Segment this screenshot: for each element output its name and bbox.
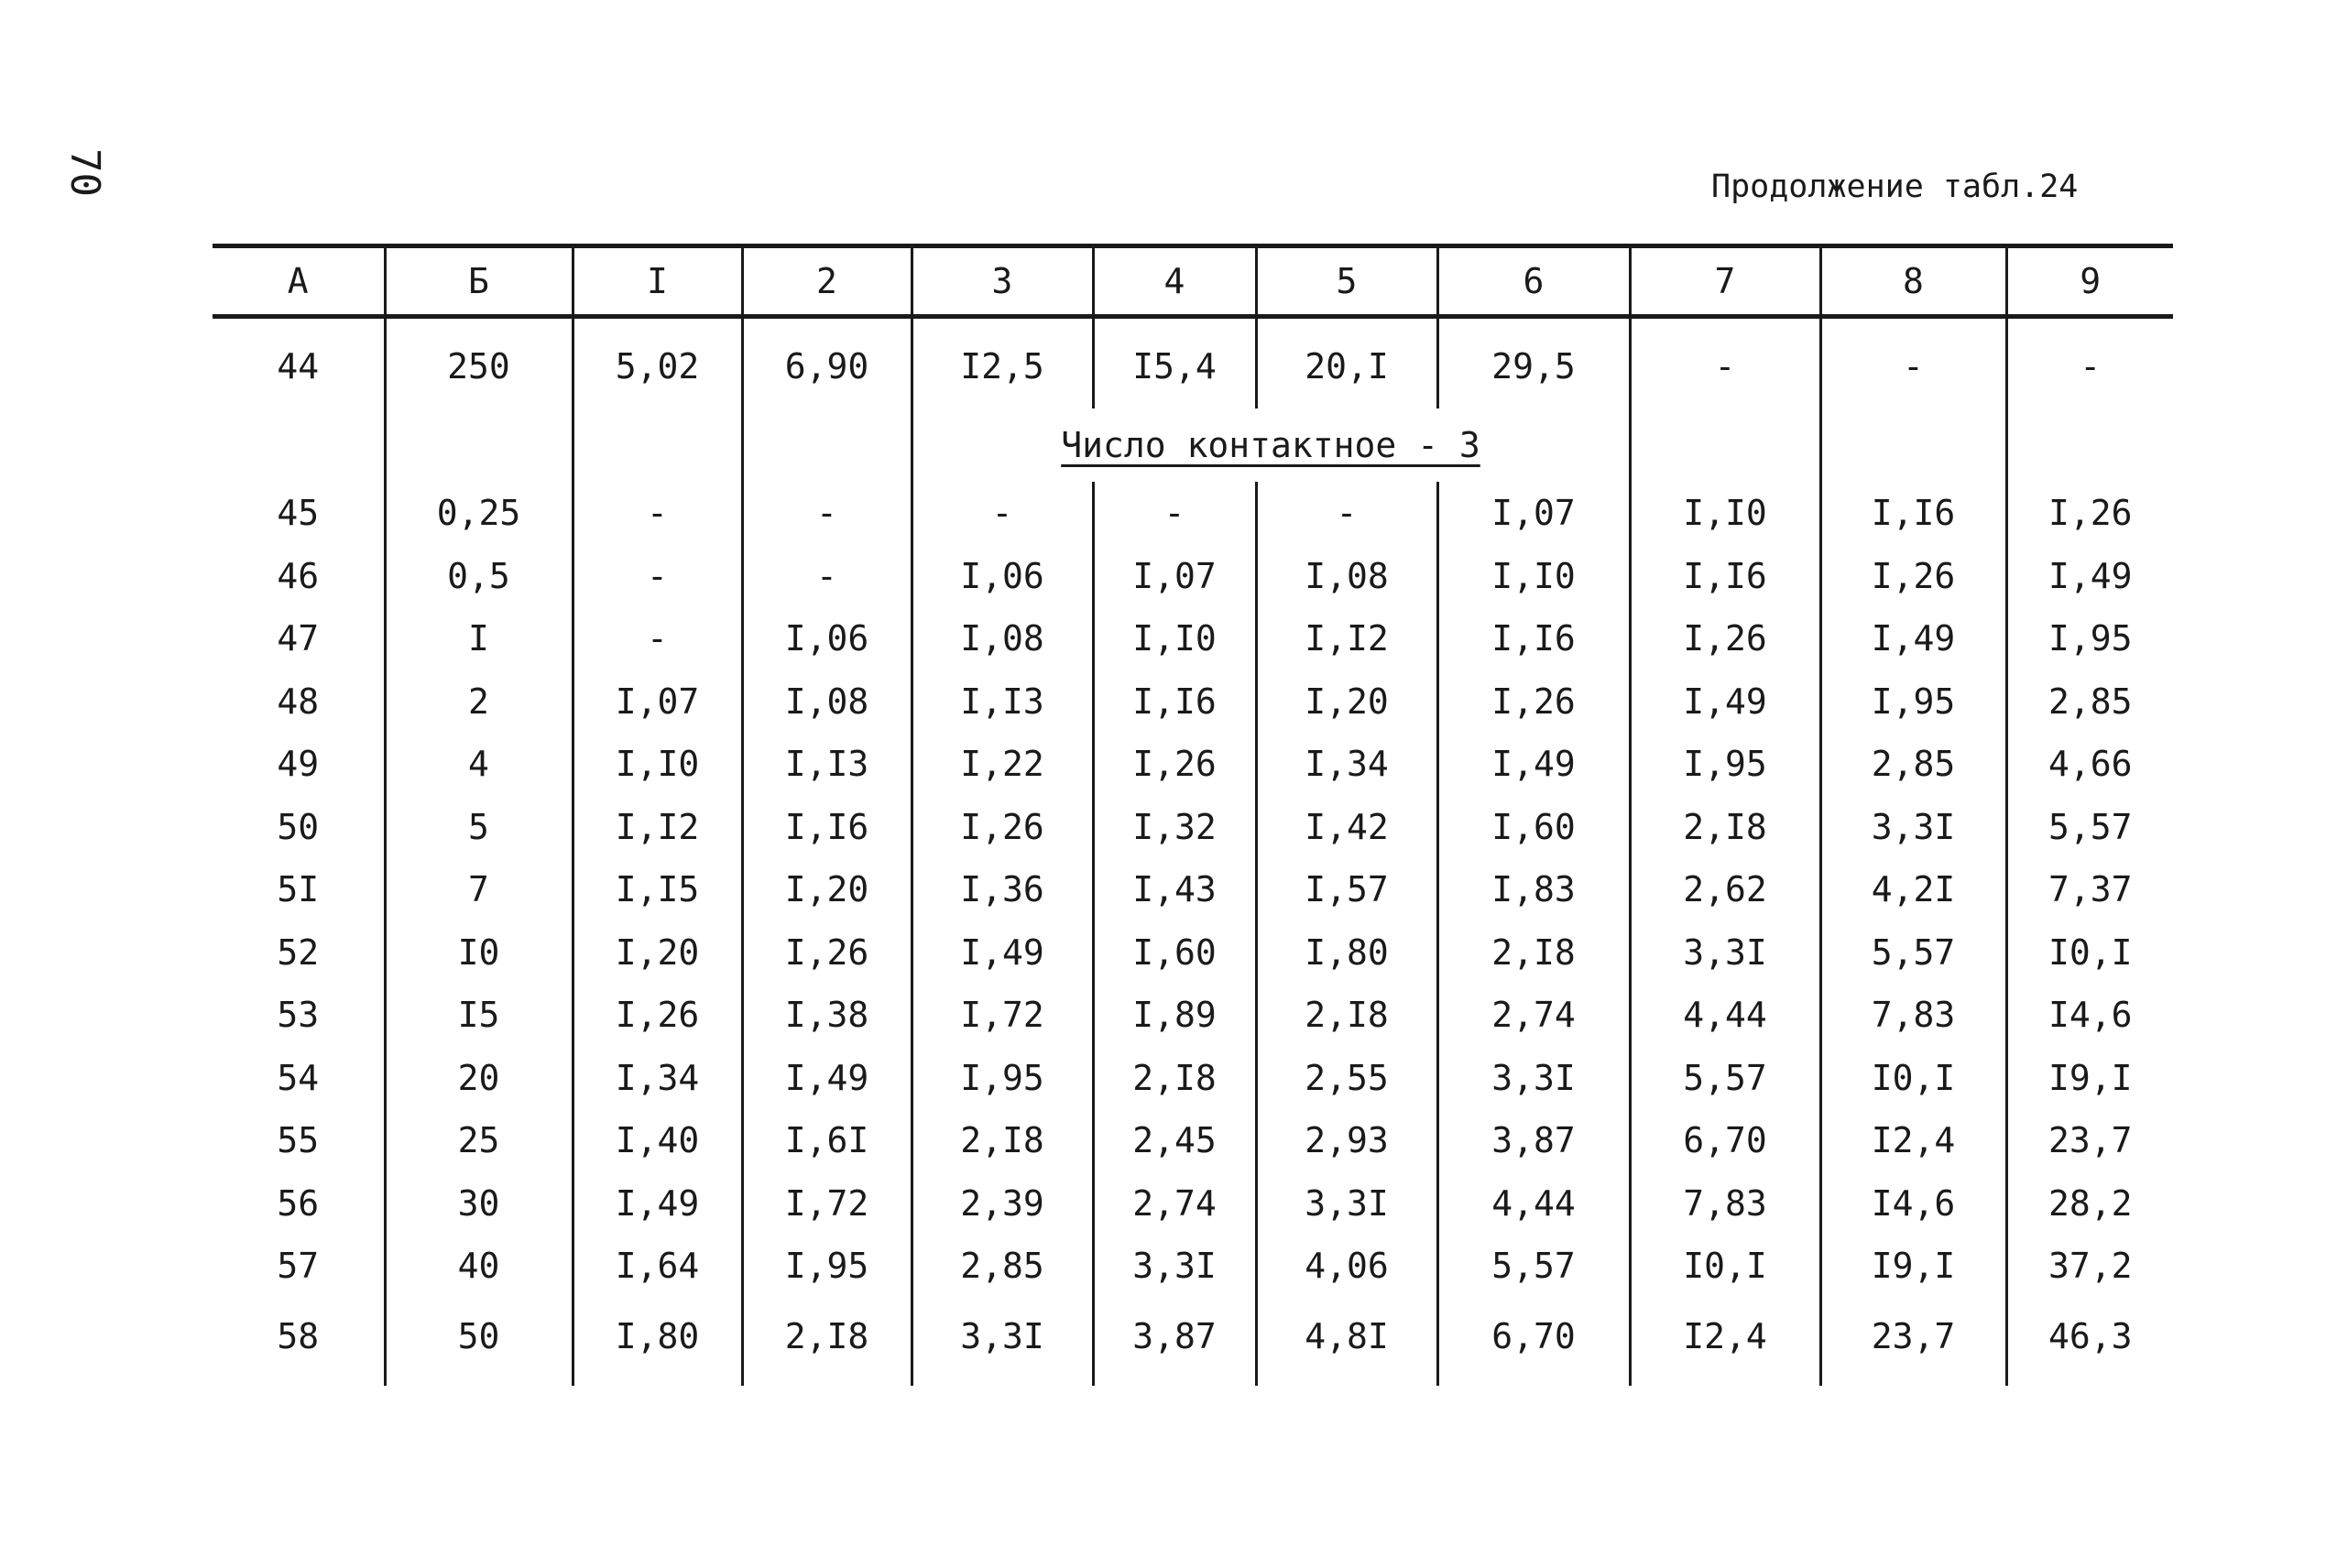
table-cell: I,26 [2006, 482, 2173, 545]
table-cell: 3,3I [1820, 796, 2006, 859]
table-cell: - [573, 482, 742, 545]
table-cell: 2,55 [1256, 1047, 1437, 1110]
table-cell [385, 408, 573, 482]
table-cell [742, 408, 912, 482]
table-cell: 2,74 [1093, 1172, 1256, 1236]
table-cell: I,72 [912, 984, 1093, 1047]
header-cell: 5 [1256, 246, 1437, 317]
table-cell: I,36 [912, 858, 1093, 921]
table-cell: 20 [385, 1047, 573, 1110]
table-cell: I,I2 [1256, 607, 1437, 670]
table-cell: I,I3 [912, 670, 1093, 734]
table-cell: I,38 [742, 984, 912, 1047]
header-cell: 9 [2006, 246, 2173, 317]
table-cell: 49 [277, 744, 320, 785]
table-cell: I,I6 [742, 796, 912, 859]
table-cell: 3,3I [912, 1298, 1093, 1386]
table-cell: - [1820, 317, 2006, 409]
table-cell: I,60 [1093, 921, 1256, 985]
header-cell: 4 [1093, 246, 1256, 317]
table-cell: I,49 [1820, 607, 2006, 670]
table-cell: - [1093, 482, 1256, 545]
table-cell: 4,8I [1256, 1298, 1437, 1386]
table-cell: I,32 [1093, 796, 1256, 859]
table-row [213, 482, 2173, 545]
table-cell: 45 [277, 493, 320, 534]
table-cell: 2,74 [1437, 984, 1630, 1047]
table-cell: - [1256, 482, 1437, 545]
table-cell: I,I5 [573, 858, 742, 921]
table-cell: 0,25 [385, 482, 573, 545]
table-cell [1820, 408, 2006, 482]
table-cell [2006, 408, 2173, 482]
table-cell: 54 [277, 1057, 320, 1098]
table-cell: I,49 [1630, 670, 1820, 734]
table-cell: I,26 [1437, 670, 1630, 734]
table-row [213, 733, 2173, 796]
subheading-row [213, 408, 2173, 482]
table-cell: I,26 [1093, 733, 1256, 796]
table-cell: - [912, 482, 1093, 545]
table-cell: 250 [385, 317, 573, 409]
table-cell: I4,6 [2006, 984, 2173, 1047]
table-cell: 46 [277, 555, 320, 596]
table-cell: I,89 [1093, 984, 1256, 1047]
table-cell: I0,I [1820, 1047, 2006, 1110]
table-cell: I,43 [1093, 858, 1256, 921]
table-cell: - [2006, 317, 2173, 409]
table-cell: I,I0 [1437, 545, 1630, 608]
table-cell: 40 [385, 1235, 573, 1298]
table-cell: 6,70 [1630, 1109, 1820, 1172]
table-cell: I,26 [573, 984, 742, 1047]
table-cell: I,95 [742, 1235, 912, 1298]
table-cell: I,95 [1630, 733, 1820, 796]
table-cell: 6,90 [742, 317, 912, 409]
table-cell: I,07 [573, 670, 742, 734]
table-cell [213, 408, 385, 482]
table-cell: 7 [385, 858, 573, 921]
table-header [213, 246, 2173, 317]
table-cell: 53 [277, 995, 320, 1036]
subheading-cell [912, 408, 1630, 482]
table-cell: 3,87 [1437, 1109, 1630, 1172]
table-cell: I,80 [573, 1298, 742, 1386]
table-cell: I,22 [912, 733, 1093, 796]
table-cell: I0 [385, 921, 573, 985]
table-cell: 30 [385, 1172, 573, 1236]
table-cell: I,95 [1820, 670, 2006, 734]
table-cell: I,20 [742, 858, 912, 921]
table-row [213, 1298, 2173, 1386]
table-cell: I,80 [1256, 921, 1437, 985]
table-cell: 4 [385, 733, 573, 796]
header-cell: I [573, 246, 742, 317]
table-cell: 46,3 [2006, 1298, 2173, 1386]
table-cell: 20,I [1256, 317, 1437, 409]
table-row [213, 1235, 2173, 1298]
table-cell: I,6I [742, 1109, 912, 1172]
table-cell: 48 [277, 681, 320, 722]
table-cell: 2,85 [1820, 733, 2006, 796]
table-cell: - [573, 545, 742, 608]
table-cell: I,I0 [573, 733, 742, 796]
table-cell: I,49 [912, 921, 1093, 985]
table-cell: I9,I [1820, 1235, 2006, 1298]
table-cell: 29,5 [1437, 317, 1630, 409]
table-cell: I,83 [1437, 858, 1630, 921]
table-cell: I2,4 [1820, 1109, 2006, 1172]
table-cell: 2 [385, 670, 573, 734]
header-cell: 7 [1630, 246, 1820, 317]
table-cell: I,I0 [1093, 607, 1256, 670]
table-cell: 3,3I [1437, 1047, 1630, 1110]
table-row [213, 858, 2173, 921]
table-cell: I,57 [1256, 858, 1437, 921]
table-cell: I,40 [573, 1109, 742, 1172]
table-cell: I,95 [912, 1047, 1093, 1110]
table-row [213, 317, 2173, 409]
table-cell: I,26 [1630, 607, 1820, 670]
table-cell: 4,66 [2006, 733, 2173, 796]
table-row [213, 670, 2173, 734]
table-row [213, 796, 2173, 859]
table-row [213, 1047, 2173, 1110]
data-table [213, 244, 2173, 1386]
table-cell: 5 [385, 796, 573, 859]
header-cell: 6 [1437, 246, 1630, 317]
table-cell: I,26 [912, 796, 1093, 859]
table-cell: I,08 [912, 607, 1093, 670]
table-cell: I5,4 [1093, 317, 1256, 409]
header-cell: 3 [912, 246, 1093, 317]
table-cell: 2,62 [1630, 858, 1820, 921]
table-cell: I,06 [912, 545, 1093, 608]
table-cell: 3,3I [1093, 1235, 1256, 1298]
table-cell: I4,6 [1820, 1172, 2006, 1236]
table-cell: I2,4 [1630, 1298, 1820, 1386]
table-cell: 2,39 [912, 1172, 1093, 1236]
table-cell: 7,83 [1820, 984, 2006, 1047]
table-cell: 5,57 [1437, 1235, 1630, 1298]
table-cell: I,34 [1256, 733, 1437, 796]
table-cell: I,08 [742, 670, 912, 734]
table-cell: 5,57 [1820, 921, 2006, 985]
table-row [213, 607, 2173, 670]
table-cell: 2,45 [1093, 1109, 1256, 1172]
table-cell: I,72 [742, 1172, 912, 1236]
table-cell: 0,5 [385, 545, 573, 608]
table-cell: I9,I [2006, 1047, 2173, 1110]
table-cell: I,49 [2006, 545, 2173, 608]
table-cell: 5,02 [573, 317, 742, 409]
table-cell: I,I6 [1437, 607, 1630, 670]
table-cell: I,07 [1093, 545, 1256, 608]
table-cell: I,49 [742, 1047, 912, 1110]
table-cell: I,20 [1256, 670, 1437, 734]
table-cell: I,60 [1437, 796, 1630, 859]
table-caption: Продолжение табл.24 [1711, 169, 2079, 205]
table-cell: I [385, 607, 573, 670]
table-cell: 50 [277, 806, 320, 847]
table-cell: 2,I8 [912, 1109, 1093, 1172]
table-cell: 7,83 [1630, 1172, 1820, 1236]
table-row [213, 545, 2173, 608]
table-cell: 44 [277, 346, 320, 387]
table-cell: I,64 [573, 1235, 742, 1298]
table-row [213, 984, 2173, 1047]
table-cell: 52 [277, 931, 320, 973]
table-cell: - [573, 607, 742, 670]
table-cell: 5I [277, 869, 320, 910]
header-row [213, 246, 2173, 317]
table-cell: 2,I8 [1437, 921, 1630, 985]
table-body [213, 317, 2173, 1386]
table-cell: I2,5 [912, 317, 1093, 409]
header-cell: А [213, 246, 385, 317]
table-cell: 5,57 [1630, 1047, 1820, 1110]
table-cell: I,26 [742, 921, 912, 985]
header-cell: 2 [742, 246, 912, 317]
table-cell: I0,I [2006, 921, 2173, 985]
table-cell: 4,44 [1630, 984, 1820, 1047]
table-cell: I,I0 [1630, 482, 1820, 545]
table-cell [1630, 408, 1820, 482]
table-cell: 28,2 [2006, 1172, 2173, 1236]
table-cell: 2,85 [2006, 670, 2173, 734]
table-cell: 3,3I [1256, 1172, 1437, 1236]
table-cell: 37,2 [2006, 1235, 2173, 1298]
table-cell: 50 [385, 1298, 573, 1386]
table-cell: I,42 [1256, 796, 1437, 859]
table-cell: 2,93 [1256, 1109, 1437, 1172]
table-cell: I,I6 [1630, 545, 1820, 608]
table-cell: 56 [277, 1182, 320, 1224]
table-cell: 2,I8 [1256, 984, 1437, 1047]
table-cell: I,34 [573, 1047, 742, 1110]
table-cell: 4,44 [1437, 1172, 1630, 1236]
table-cell: 47 [277, 618, 320, 659]
table-cell: I,I6 [1093, 670, 1256, 734]
table-cell: I,49 [1437, 733, 1630, 796]
table-cell [573, 408, 742, 482]
table-cell: - [1630, 317, 1820, 409]
table-cell: I,I3 [742, 733, 912, 796]
table-cell: 2,I8 [1630, 796, 1820, 859]
table-cell: I,49 [573, 1172, 742, 1236]
header-cell: Б [385, 246, 573, 317]
table-cell: 2,85 [912, 1235, 1093, 1298]
subheading: Число контактное - 3 [1061, 425, 1480, 465]
table-cell: I,07 [1437, 482, 1630, 545]
table-cell: 23,7 [2006, 1109, 2173, 1172]
table-cell: I,20 [573, 921, 742, 985]
header-cell: 8 [1820, 246, 2006, 317]
table-cell: 4,2I [1820, 858, 2006, 921]
table-row [213, 1109, 2173, 1172]
table-cell: - [742, 545, 912, 608]
table-cell: I,26 [1820, 545, 2006, 608]
table-cell: 5,57 [2006, 796, 2173, 859]
table-row [213, 921, 2173, 985]
table-cell: 4,06 [1256, 1235, 1437, 1298]
table-cell: 55 [277, 1120, 320, 1161]
table-cell: 23,7 [1820, 1298, 2006, 1386]
table-cell: I,06 [742, 607, 912, 670]
table-cell: 3,3I [1630, 921, 1820, 985]
table-cell: I,I6 [1820, 482, 2006, 545]
page-number: 70 [61, 148, 108, 197]
table-cell: 3,87 [1093, 1298, 1256, 1386]
table-cell: - [742, 482, 912, 545]
table-cell: 57 [277, 1246, 320, 1287]
table-cell: I,08 [1256, 545, 1437, 608]
table-cell: 2,I8 [742, 1298, 912, 1386]
table-cell: 58 [277, 1315, 320, 1356]
table-cell: 6,70 [1437, 1298, 1630, 1386]
table-cell: 7,37 [2006, 858, 2173, 921]
table-cell: I,95 [2006, 607, 2173, 670]
table-row [213, 1172, 2173, 1236]
table-cell: I5 [385, 984, 573, 1047]
table-cell: 2,I8 [1093, 1047, 1256, 1110]
table-cell: 25 [385, 1109, 573, 1172]
table-cell: I,I2 [573, 796, 742, 859]
table-cell: I0,I [1630, 1235, 1820, 1298]
